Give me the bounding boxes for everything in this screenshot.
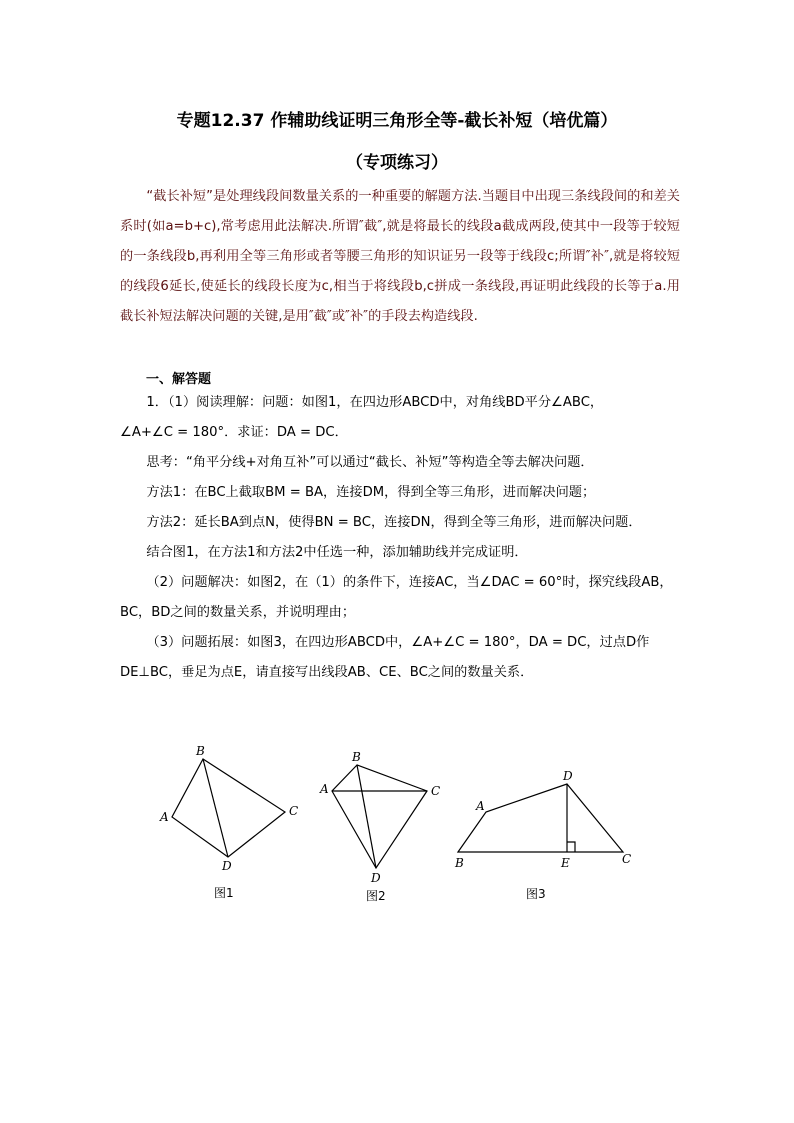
fig1-label-a: A — [160, 810, 169, 824]
fig3-label-c: C — [622, 852, 632, 866]
q1-line2: ∠A+∠C = 180°．求证：DA = DC． — [120, 425, 348, 440]
q1-method2: 方法2：延长BA到点N，使得BN = BC，连接DN，得到全等三角形，进而解决问题． — [146, 515, 642, 530]
figures-svg — [0, 735, 794, 915]
fig2-label-b: B — [352, 750, 361, 764]
fig2-label-c: C — [431, 784, 441, 798]
fig3-label-a: A — [476, 799, 485, 813]
fig3-label-b: B — [455, 856, 464, 870]
section-heading: 一、解答题 — [146, 372, 212, 387]
question-1 — [120, 388, 680, 688]
fig3-label-e: E — [561, 856, 570, 870]
fig2-quadrilateral — [332, 765, 427, 868]
fig1-quadrilateral — [172, 759, 285, 857]
figure-1 — [172, 759, 285, 857]
q1-part3: （3）问题拓展：如图3，在四边形ABCD中，∠A+∠C = 180°，DA = DC，过点D作DE⊥BC，垂足为点E，请直接写出线段AB、CE、BC之间的数量关系． — [120, 635, 650, 680]
fig3-label-d: D — [563, 769, 573, 783]
page-subtitle: （专项练习） — [346, 153, 448, 173]
q1-line1: 1．（1）阅读理解：问题：如图1，在四边形ABCD中，对角线BD平分∠ABC， — [146, 395, 604, 410]
figure-2 — [332, 765, 427, 868]
fig2-label-a: A — [320, 782, 329, 796]
q1-part2: （2）问题解决：如图2，在（1）的条件下，连接AC，当∠DAC = 60°时，探究线段AB，BC，BD之间的数量关系，并说明理由； — [120, 575, 673, 620]
fig1-label-d: D — [222, 859, 232, 873]
intro-text: “截长补短”是处理线段间数量关系的一种重要的解题方法.当题目中出现三条线段间的和差关系时(如a=b+c),常考虑用此法解决.所谓″截″,就是将最长的线段a截成两段,使其中一段等于较短的一条线段b,再利用全等三角形或者等腰三角形的知识证另一段等于线段c;所谓″补″,就是将较短的线段6延长,使延长的线段长度为c,相当于将线段b,c拼成一条线段,再证明此线段的长等于a.用截长补短法解决问题的关键,是用″截″或″补″的手段去构造线段. — [120, 189, 680, 324]
fig2-label-d: D — [371, 871, 381, 885]
fig3-quadrilateral — [458, 784, 623, 852]
fig1-caption: 图1 — [214, 886, 234, 900]
fig1-label-c: C — [289, 804, 299, 818]
page-title: 专题12.37 作辅助线证明三角形全等-截长补短（培优篇） — [176, 111, 618, 131]
intro-paragraph — [120, 182, 680, 332]
fig3-right-angle-mark — [567, 842, 575, 852]
figure-3 — [458, 784, 623, 852]
q1-method1: 方法1：在BC上截取BM = BA，连接DM，得到全等三角形，进而解决问题； — [146, 485, 596, 500]
fig1-label-b: B — [196, 744, 205, 758]
fig2-caption: 图2 — [366, 889, 386, 903]
fig3-caption: 图3 — [526, 887, 546, 901]
q1-think: 思考：“角平分线+对角互补”可以通过“截长、补短”等构造全等去解决问题． — [146, 455, 594, 470]
q1-combine: 结合图1，在方法1和方法2中任选一种，添加辅助线并完成证明． — [146, 545, 528, 560]
figures-row — [0, 735, 794, 915]
